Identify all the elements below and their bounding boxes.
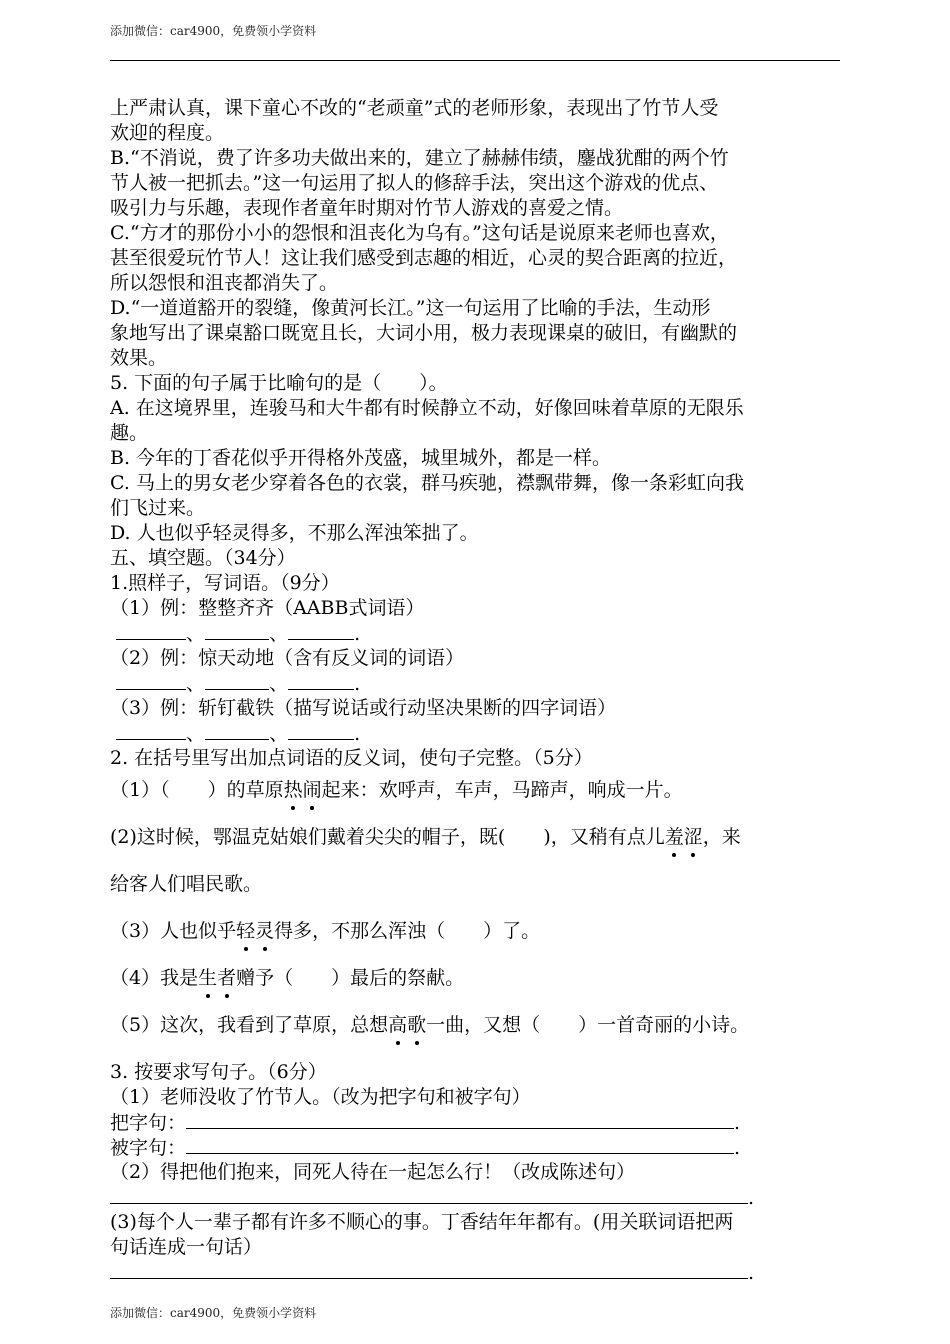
text-line: 句话连成一句话） [110, 1236, 263, 1258]
answer-blank[interactable] [288, 721, 354, 740]
answer-row: . [110, 1185, 850, 1210]
text-line: 趣。 [110, 422, 149, 444]
option-a-line: A. 在这境界里，连骏马和大牛都有时候静立不动，好像回味着草原的无限乐 [110, 397, 744, 419]
option-d-line: D.“一道道豁开的裂缝，像黄河长江。”这一句运用了比喻的手法，生动形 [110, 297, 711, 319]
question-1-title: 1.照样子，写词语。（9分） [110, 572, 340, 594]
section-5-title: 五、填空题。（34分） [110, 547, 296, 569]
question-1-2: （2）例：惊天动地（含有反义词的词语） [110, 647, 465, 669]
dotted-char: 涩 [683, 826, 703, 848]
dotted-char: 热 [283, 779, 303, 801]
answer-row: . [110, 1260, 850, 1285]
blank-row: 、 、 . [110, 621, 850, 646]
option-c-line: C.“方才的那份小小的怨恨和沮丧化为乌有。”这句话是说原来老师也喜欢， [110, 222, 729, 244]
answer-blank[interactable] [205, 721, 269, 740]
blank-row: 、 、 . [110, 721, 850, 746]
text-line: 所以怨恨和沮丧都消失了。 [110, 272, 339, 294]
question-2-1: （1）（ ）的草原热闹起来：欢呼声，车声，马蹄声，响成一片。 [110, 779, 683, 801]
answer-line[interactable] [186, 1135, 734, 1154]
text-line: 效果。 [110, 347, 168, 369]
question-2-2: (2)这时候，鄂温克姑娘们戴着尖尖的帽子，既( )，又稍有点儿羞涩，来 [110, 826, 741, 848]
answer-blank[interactable] [116, 621, 186, 640]
text-line: 给客人们唱民歌。 [110, 873, 263, 895]
answer-blank[interactable] [288, 621, 354, 640]
dotted-char: 高 [388, 1014, 408, 1036]
question-2-4: （4）我是生者赠予（ ）最后的祭献。 [110, 967, 465, 989]
blank-row: 、 、 . [110, 671, 850, 696]
option-b-line: B.“不消说，费了许多功夫做出来的，建立了赫赫伟绩，鏖战犹酣的两个竹 [110, 147, 729, 169]
answer-blank[interactable] [288, 671, 354, 690]
dotted-char: 者 [217, 967, 237, 989]
answer-blank[interactable] [205, 671, 269, 690]
question-2-title: 2. 在括号里写出加点词语的反义词，使句子完整。（5分） [110, 747, 593, 769]
option-c-line: C. 马上的男女老少穿着各色的衣裳，群马疾驰，襟飘带舞，像一条彩虹向我 [110, 472, 744, 494]
dotted-char: 歌 [407, 1014, 427, 1036]
question-3-2: （2）得把他们抱来，同死人待在一起怎么行！（改成陈述句） [110, 1161, 636, 1183]
text-line: 象地写出了课桌豁口既宽且长，大词小用，极力表现课桌的破旧，有幽默的 [110, 322, 738, 344]
question-1-3: （3）例：斩钉截铁（描写说话或行动坚决果断的四字词语） [110, 697, 617, 719]
question-3-3: (3)每个人一辈子都有许多不顺心的事。丁香结年年都有。(用关联词语把两 [110, 1211, 734, 1233]
text-line: 欢迎的程度。 [110, 122, 225, 144]
answer-blank[interactable] [116, 721, 186, 740]
option-b-line: B. 今年的丁香花似乎开得格外茂盛，城里城外，都是一样。 [110, 447, 612, 469]
header-rule [110, 60, 840, 61]
question-1-1: （1）例：整整齐齐（AABB式词语） [110, 597, 425, 619]
question-3-title: 3. 按要求写句子。（6分） [110, 1061, 327, 1083]
question-5-title: 5. 下面的句子属于比喻句的是（ ）。 [110, 372, 448, 394]
dotted-char: 生 [198, 967, 218, 989]
dotted-char: 灵 [255, 920, 275, 942]
answer-line[interactable] [186, 1110, 734, 1129]
page-header: 添加微信：car4900，免费领小学资料 [110, 24, 317, 38]
question-3-1: （1）老师没收了竹节人。（改为把字句和被字句） [110, 1086, 531, 1108]
dotted-char: 轻 [236, 920, 256, 942]
text-line: 节人被一把抓去。”这一句运用了拟人的修辞手法，突出这个游戏的优点、 [110, 172, 719, 194]
answer-line[interactable] [110, 1260, 748, 1279]
answer-blank[interactable] [205, 621, 269, 640]
ba-sentence-row: 把字句： . [110, 1112, 741, 1134]
dotted-char: 羞 [664, 826, 684, 848]
bei-sentence-row: 被字句： . [110, 1137, 741, 1159]
worksheet-body [110, 96, 850, 1285]
question-2-3: （3）人也似乎轻灵得多，不那么浑浊（ ）了。 [110, 920, 541, 942]
option-d-line: D. 人也似乎轻灵得多，不那么浑浊笨拙了。 [110, 522, 479, 544]
question-2-5: （5）这次，我看到了草原，总想高歌一曲，又想（ ）一首奇丽的小诗。 [110, 1014, 750, 1036]
text-line: 甚至很爱玩竹节人！这让我们感受到志趣的相近，心灵的契合距离的拉近， [110, 247, 738, 269]
text-line: 吸引力与乐趣，表现作者童年时期对竹节人游戏的喜爱之情。 [110, 197, 624, 219]
answer-blank[interactable] [116, 671, 186, 690]
answer-line[interactable] [110, 1185, 748, 1204]
text-line: 们飞过来。 [110, 497, 206, 519]
page-footer: 添加微信：car4900，免费领小学资料 [110, 1306, 317, 1320]
dotted-char: 闹 [302, 779, 322, 801]
text-line: 上严肃认真，课下童心不改的“老顽童”式的老师形象，表现出了竹节人受 [110, 97, 719, 119]
